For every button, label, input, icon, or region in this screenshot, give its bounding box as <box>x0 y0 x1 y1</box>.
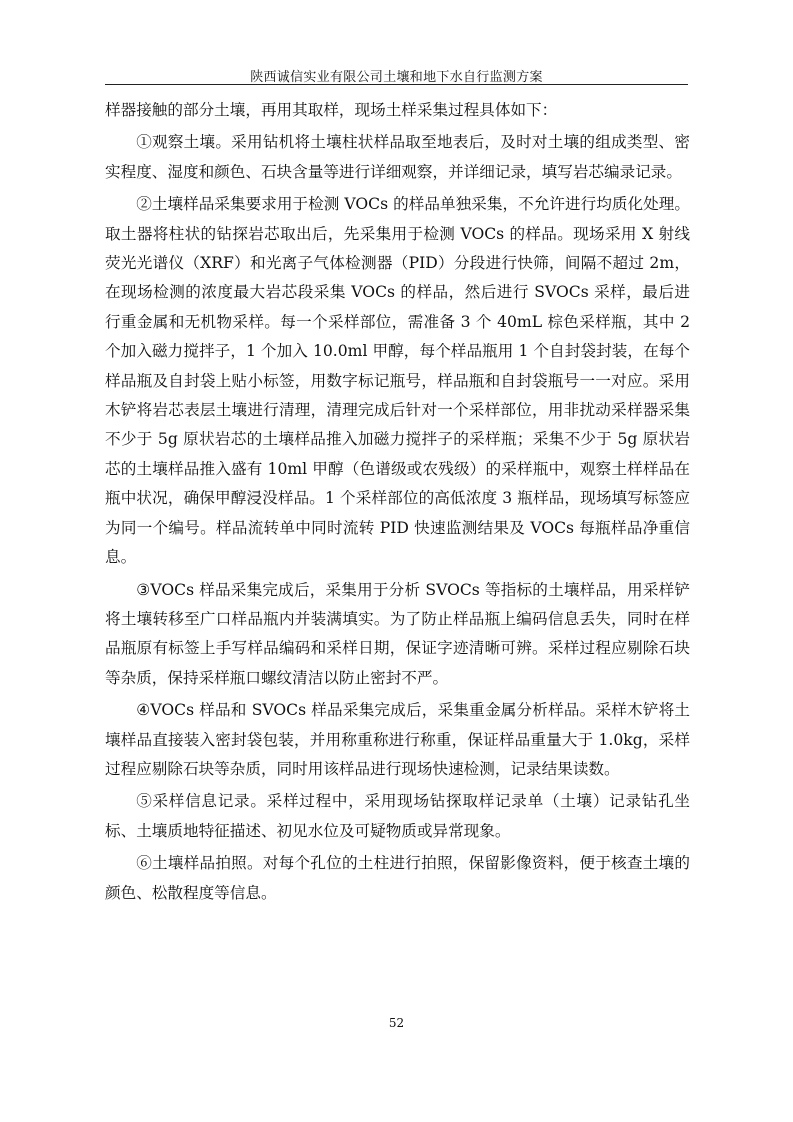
page-header-title: 陕西诚信实业有限公司土壤和地下水自行监测方案 <box>250 70 543 85</box>
paragraph-observe-soil: ①观察土壤。采用钻机将土壤柱状样品取至地表后，及时对土壤的组成类型、密实程度、湿度和颜色、石块含量等进行详细观察，并详细记录，填写岩芯编录记录。 <box>105 133 690 181</box>
header-divider <box>105 84 688 85</box>
paragraph-continuation: 样器接触的部分土壤，再用其取样，现场土样采集过程具体如下： <box>105 101 558 119</box>
paragraph-sample-photos: ⑥土壤样品拍照。对每个孔位的土柱进行拍照，保留影像资料，便于核查土壤的颜色、松散程度等信息。 <box>105 854 690 902</box>
paragraph-soil-sample-collection: ②土壤样品采集要求用于检测 VOCs 的样品单独采集，不允许进行均质化处理。取土器将柱状的钻探岩芯取出后，先采集用于检测 VOCs 的样品。现场采用 X 射线荧光光谱仪（XRF）和光离子气体检测器（PID）分段进行快筛，间隔不超过 2m，在现场检测的浓度最大岩芯段采集 VOCs 的样品，然后进行 SVOCs 采样，最后进行重金属和无机物采样。每一个采样部位，需准备 3 个 40mL 棕色采样瓶，其中 2 个加入磁力搅拌子，1 个加入 10.0ml 甲醇，每个样品瓶用 1 个自封袋封装，在每个样品瓶及自封袋上贴小标签，用数字标记瓶号，样品瓶和自封袋瓶号一一对应。采用木铲将岩芯表层土壤进行清理，清理完成后针对一个采样部位，用非扰动采样器采集不少于 5g 原状岩芯的土壤样品推入加磁力搅拌子的采样瓶；采集不少于 5g 原状岩芯的土壤样品推入盛有 10ml 甲醇（色谱级或农残级）的采样瓶中，观察土样样品在瓶中状况，确保甲醇浸没样品。1 个采样部位的高低浓度 3 瓶样品，现场填写标签应为同一个编号。样品流转单中同时流转 PID 快速监测结果及 VOCs 每瓶样品净重信息。 <box>105 195 690 567</box>
paragraph-svocs-collection: ③VOCs 样品采集完成后，采集用于分析 SVOCs 等指标的土壤样品，用采样铲将土壤转移至广口样品瓶内并装满填实。为了防止样品瓶上编码信息丢失，同时在样品瓶原有标签上手写样品编码和采样日期，保证字迹清晰可辨。采样过程应剔除石块等杂质，保持采样瓶口螺纹清洁以防止密封不严。 <box>105 580 690 687</box>
document-body <box>105 96 690 911</box>
paragraph-heavy-metal-collection: ④VOCs 样品和 SVOCs 样品采集完成后，采集重金属分析样品。采样木铲将土壤样品直接装入密封袋包装，并用称重称进行称重，保证样品重量大于 1.0kg，采样过程应剔除石块等杂质，同时用该样品进行现场快速检测，记录结果读数。 <box>105 701 690 778</box>
paragraph-sampling-record: ⑤采样信息记录。采样过程中，采用现场钻探取样记录单（土壤）记录钻孔坐标、土壤质地特征描述、初见水位及可疑物质或异常现象。 <box>105 792 690 840</box>
page-number: 52 <box>388 1016 405 1030</box>
